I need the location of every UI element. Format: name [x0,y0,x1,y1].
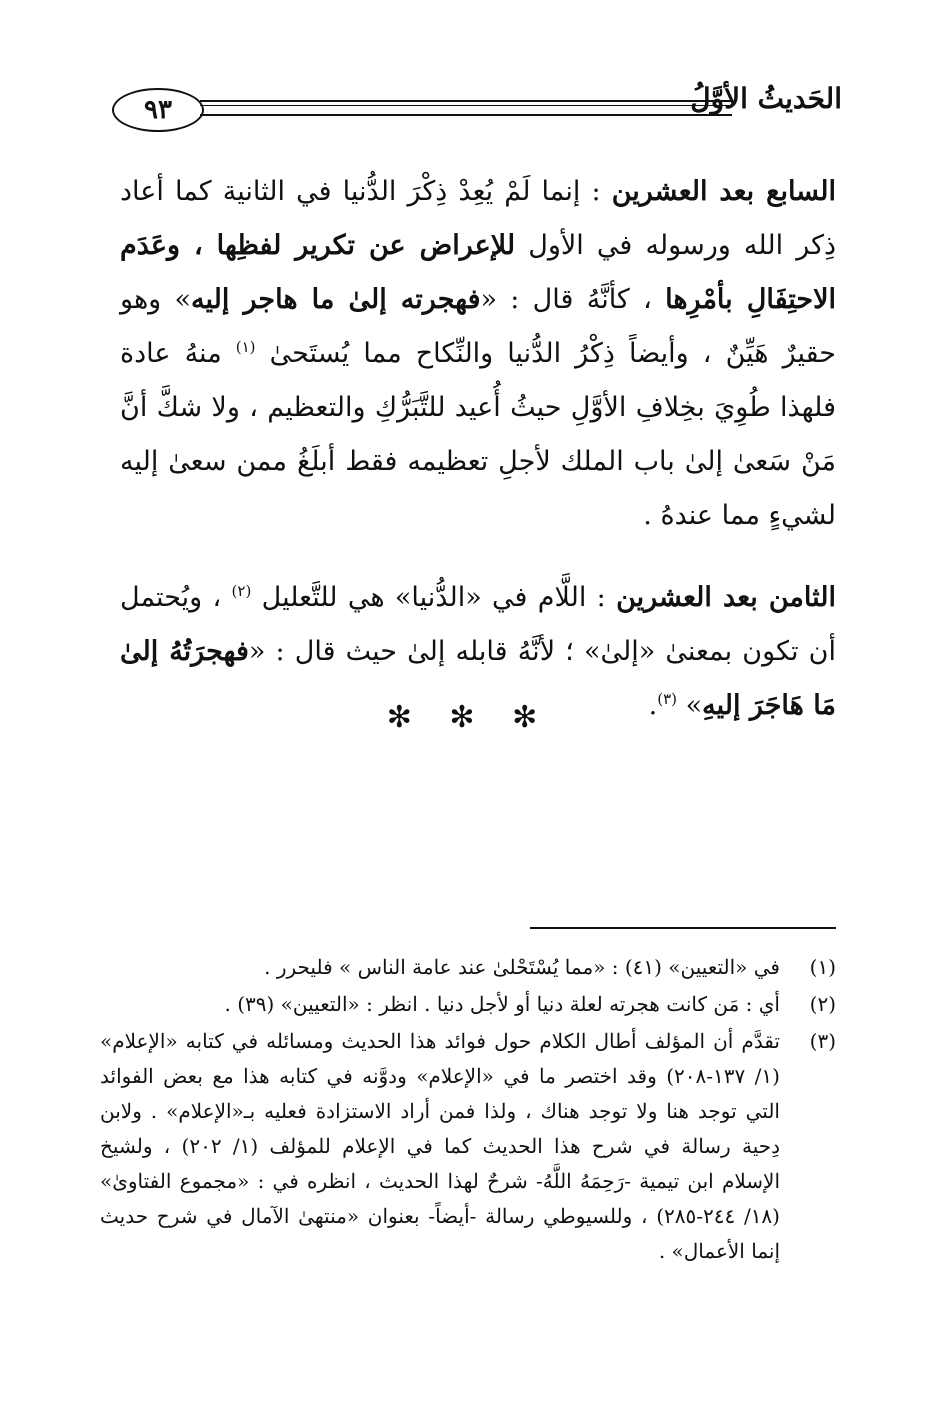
footnotes [100,950,836,1271]
footnote [100,950,836,985]
footnote-number: (٢) [809,992,836,1016]
text-run: » وهو حقيرٌ هَيِّنٌ ، وأيضاً ذِكْرُ الدُّنيا والنِّكاح مما يُستَحىٰ [120,284,836,369]
text-run: : اللَّام في «الدُّنيا» هي للتَّعليل [251,582,617,613]
text-run: : إنما لَمْ يُعِدْ ذِكْرَ الدُّنيا في الثانية كما أعاد ذِكر الله ورسوله في الأول [120,176,836,261]
text-run: منهُ عادة فلهذا طُوِيَ بخِلافِ الأوَّلِ حيثُ أُعيد للتَّبَرُّكِ والتعظيم ، ولا شكَّ أنَّ مَنْ سَعىٰ إلىٰ باب الملك لأجلِ تعظيمه فقط أبلَغُ ممن سعىٰ إليه لشيءٍ مما عندهُ . [120,338,836,531]
paragraph-lead: السابع بعد العشرين [611,176,836,207]
page-header [112,82,842,136]
footnote-number: (١) [809,955,836,979]
header-rule [200,100,732,116]
footnote [100,987,836,1022]
footnote-text: أي : مَن كانت هجرته لعلة دنيا أو لأجل دنيا . انظر : «التعيين» (٣٩) . [224,992,780,1016]
footnote-rule [530,927,836,929]
footnote-marker: (٢) [231,582,252,600]
text-run: فهجرته إلىٰ ما هاجر إليه [191,284,481,315]
footnote-text: في «التعيين» (٤١) : «مما يُسْتَحْلىٰ عند عامة الناس » فليحرر . [264,955,780,979]
footnote-text: تقدَّم أن المؤلف أطال الكلام حول فوائد هذا الحديث ومسائله في كتابه «الإعلام» (١/ ١٣٧-٢٠٨) وقد اختصر ما في «الإعلام» ودوَّنه في كتابه هذا مع بعض الفوائد التي توجد هنا ولا توجد هناك ، ولذا فمن أراد الاستزادة فعليه بـ«الإعلام» . ولابن دِحية رسالة في شرح هذا الحديث كما في الإعلام للمؤلف (١/ ٢٠٢) ، ولشيخ الإسلام ابن تيمية -رَحِمَهُ اللَّهُ- شرحٌ لهذا الحديث ، انظره في : «مجموع الفتاوىٰ» (١٨/ ٢٤٤-٢٨٥) ، وللسيوطي رسالة -أيضاً- بعنوان «منتهىٰ الآمال في شرح حديث إنما الأعمال» . [100,1029,780,1263]
text-run: ، ويُحتمل أن تكون بمعنىٰ «إلىٰ» ؛ لأنَّهُ قابله إلىٰ حيث قال : « [120,582,836,667]
footnote-number: (٣) [809,1029,836,1053]
running-title: الحَديثُ الأوَّلُ [690,82,842,115]
main-text [120,165,836,761]
text-run: . [648,690,658,721]
section-separator: ✻ ✻ ✻ [386,700,552,735]
paragraph-lead: الثامن بعد العشرين [616,582,836,613]
text-run: للإعراض عن تكرير لفظِها ، وعَدَم الاحتِفَالِ بأمْرِها [120,230,837,315]
text-run: ، كأنَّهُ قال : « [480,284,666,315]
paragraph-27 [120,165,836,543]
footnote [100,1024,836,1269]
text-run: » [676,690,703,721]
footnote-marker: (١) [235,338,256,356]
footnote-marker: (٣) [657,690,677,708]
page-number: ٩٣ [112,88,204,132]
text-run: فهجرَتُهُ إلىٰ مَا هَاجَرَ إليهِ [120,636,836,721]
